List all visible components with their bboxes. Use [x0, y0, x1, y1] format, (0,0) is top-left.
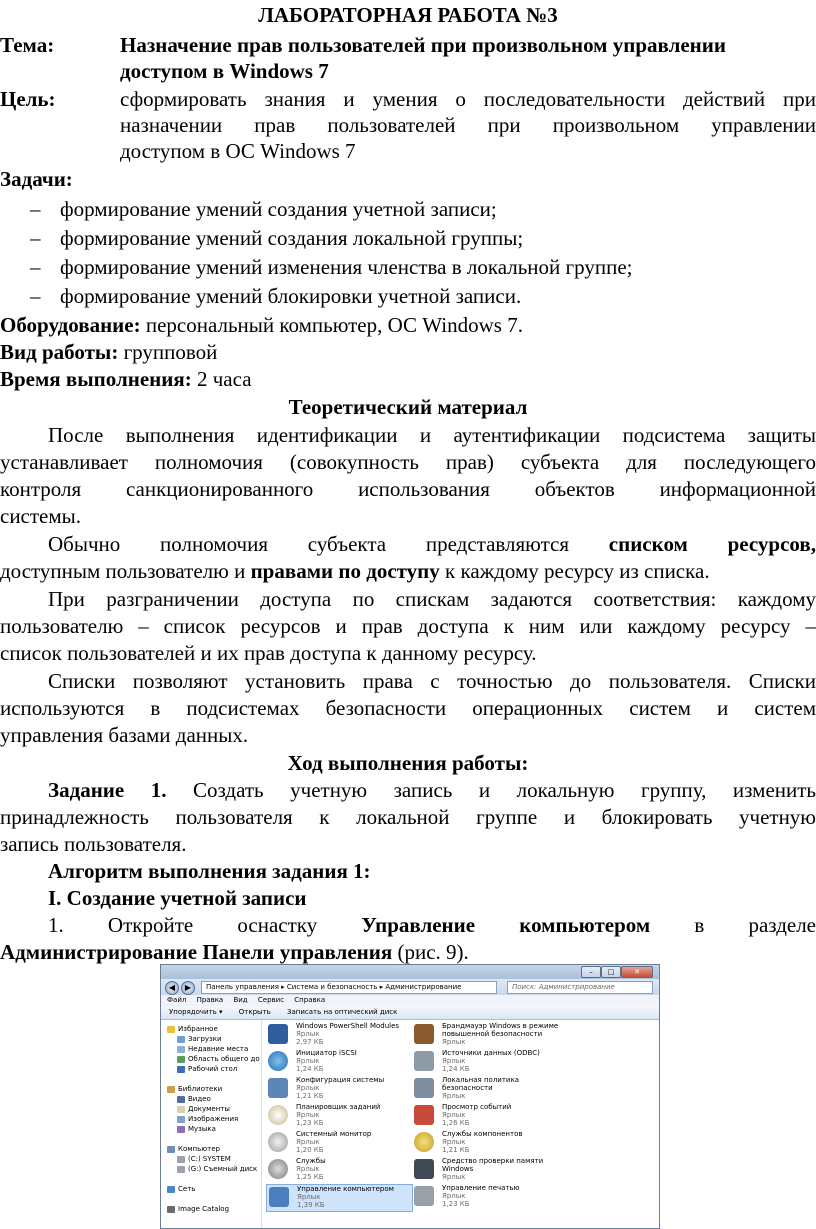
nav-pictures[interactable]: [177, 1114, 238, 1124]
nav-drive-c[interactable]: [177, 1154, 231, 1164]
task-item-text: формирование умений блокировки учетной записи.: [60, 284, 522, 308]
list-item[interactable]: [266, 1076, 411, 1102]
video-icon: [177, 1096, 185, 1103]
theory-p3-line: При разграничении доступа по спискам задаются соответствия: каждому: [48, 587, 816, 611]
database-icon: [414, 1051, 434, 1071]
worktype-value: групповой: [118, 340, 218, 364]
music-icon: [177, 1126, 185, 1133]
nav-downloads[interactable]: [177, 1034, 222, 1044]
item-name: Источники данных (ODBC): [442, 1049, 540, 1057]
theory-p1-line: системы.: [0, 504, 82, 528]
duration-row: [0, 366, 816, 392]
equipment-row: [0, 312, 816, 338]
dash-bullet: –: [30, 226, 41, 250]
dash-bullet: –: [30, 284, 41, 308]
event-viewer-icon: [414, 1105, 434, 1125]
item-name: Конфигурация системы: [296, 1076, 385, 1084]
step-text: (рис. 9).: [392, 940, 469, 964]
desktop-icon: [177, 1066, 185, 1073]
procedure-heading: Ход выполнения работы:: [287, 751, 529, 775]
figure-screenshot: [160, 964, 660, 1229]
nav-label: Область общего до: [188, 1055, 260, 1063]
item-name: Планировщик заданий: [296, 1103, 381, 1111]
section-heading: I. Создание учетной записи: [48, 886, 307, 910]
close-icon[interactable]: ✕: [621, 966, 653, 978]
p2-text: Обычно полномочия субъекта представляются: [48, 532, 609, 556]
dash-bullet: –: [30, 197, 41, 221]
list-item[interactable]: [266, 1157, 411, 1183]
search-input[interactable]: Поиск: Администрирование: [507, 981, 653, 994]
nav-label: Недавние места: [188, 1045, 249, 1053]
computer-management-icon: [269, 1187, 289, 1207]
list-item-selected[interactable]: [266, 1184, 413, 1212]
item-type: Ярлык: [297, 1193, 321, 1201]
file-list: [262, 1020, 659, 1228]
step-bold: Управление компьютером: [361, 913, 651, 937]
step-line: [0, 912, 816, 938]
address-bar-row: [161, 979, 659, 995]
nav-label: Загрузки: [188, 1035, 222, 1043]
address-input[interactable]: Панель управления ▸ Система и безопасность ▸ Администрирование: [201, 981, 497, 994]
theory-p1-line: контроля санкционированного использования объектов информационной: [0, 477, 816, 501]
theory-p4-line: Списки позволяют установить права с точностью до пользователя. Списки: [48, 669, 816, 693]
list-item[interactable]: [412, 1049, 557, 1075]
duration-value: 2 часа: [191, 367, 252, 391]
item-type: Ярлык: [442, 1138, 466, 1146]
goal-line3: доступом в ОС Windows 7: [120, 139, 356, 163]
nav-network[interactable]: [167, 1184, 195, 1194]
goal-label: Цель:: [0, 87, 56, 111]
item-type: Ярлык: [442, 1092, 466, 1100]
menu-tools[interactable]: Сервис: [257, 996, 285, 1004]
minimize-icon[interactable]: –: [581, 966, 601, 978]
clock-icon: [268, 1105, 288, 1125]
item-type: Ярлык: [296, 1030, 320, 1038]
item-name: Службы компонентов: [442, 1130, 523, 1138]
item-size: 1,25 КБ: [296, 1173, 324, 1181]
nav-label: Рабочий стол: [188, 1065, 238, 1073]
item-type: Ярлык: [296, 1057, 320, 1065]
theory-p1-line: устанавливает полномочия (совокупность прав) субъекта для последующего: [0, 450, 816, 474]
doc-title: ЛАБОРАТОРНАЯ РАБОТА №3: [258, 3, 558, 27]
list-item[interactable]: [266, 1022, 411, 1048]
system-config-icon: [268, 1078, 288, 1098]
nav-shared[interactable]: [177, 1054, 260, 1064]
item-type: Ярлык: [442, 1111, 466, 1119]
item-size: 1,39 КБ: [297, 1201, 325, 1209]
command-toolbar: [161, 1006, 659, 1020]
nav-computer[interactable]: [167, 1144, 220, 1154]
item-name: Средство проверки памяти Windows: [442, 1157, 544, 1173]
item-size: 1,21 КБ: [442, 1146, 470, 1154]
step-text: в разделе: [650, 913, 816, 937]
nav-label: Изображения: [188, 1115, 239, 1123]
list-item[interactable]: [412, 1076, 557, 1102]
navigation-pane: [161, 1020, 262, 1228]
p2-text: доступным пользователю и: [0, 559, 251, 583]
task1-text: Создать учетную запись и локальную группу, изменить: [166, 778, 816, 802]
nav-label: Документы: [188, 1105, 230, 1113]
list-item[interactable]: [412, 1103, 557, 1129]
item-size: 1,24 КБ: [442, 1065, 470, 1073]
worktype-label: Вид работы:: [0, 340, 119, 364]
organize-button[interactable]: Упорядочить ▾: [169, 1008, 223, 1016]
theory-p2-line: [0, 558, 816, 584]
nav-documents[interactable]: [177, 1104, 230, 1114]
item-type: Ярлык: [442, 1173, 466, 1181]
worktype-row: [0, 339, 816, 365]
tasks-label: Задачи:: [0, 167, 73, 191]
item-type: Ярлык: [442, 1192, 466, 1200]
task1-line: принадлежность пользователя к локальной группе и блокировать учетную: [0, 805, 816, 829]
list-item[interactable]: [412, 1022, 557, 1048]
nav-video[interactable]: [177, 1094, 211, 1104]
printer-icon: [414, 1186, 434, 1206]
item-type: Ярлык: [442, 1057, 466, 1065]
window-titlebar: [161, 965, 659, 979]
list-item[interactable]: [412, 1130, 557, 1156]
nav-label: Музыка: [188, 1125, 216, 1133]
theory-p3-line: пользователю – список ресурсов и прав доступа к ним или каждому ресурсу –: [0, 614, 816, 638]
step-text: Откройте оснастку: [63, 913, 362, 937]
p2-bold: правами по доступу: [250, 559, 440, 583]
network-icon: [167, 1186, 175, 1193]
item-name: Локальная политика безопасности: [442, 1076, 519, 1092]
security-policy-icon: [414, 1078, 434, 1098]
list-item[interactable]: [412, 1157, 557, 1183]
item-name: Системный монитор: [296, 1130, 372, 1138]
list-item[interactable]: [412, 1184, 557, 1210]
folder-icon: [177, 1056, 185, 1063]
task1-line: запись пользователя.: [0, 832, 187, 856]
catalog-icon: [167, 1206, 175, 1213]
step-number: 1.: [48, 913, 64, 937]
item-name: Windows PowerShell Modules: [296, 1022, 400, 1030]
duration-label: Время выполнения:: [0, 367, 192, 391]
step-line: [0, 939, 816, 965]
nav-label: Сеть: [178, 1185, 196, 1193]
item-size: 1,23 КБ: [442, 1200, 470, 1208]
usb-drive-icon: [177, 1166, 185, 1173]
nav-label: (C:) SYSTEM: [188, 1155, 231, 1163]
nav-drive-g[interactable]: [177, 1164, 257, 1174]
item-name: Управление компьютером: [297, 1185, 394, 1193]
component-services-icon: [414, 1132, 434, 1152]
memory-chip-icon: [414, 1159, 434, 1179]
powershell-icon: [268, 1024, 288, 1044]
globe-icon: [268, 1051, 288, 1071]
nav-label: Избранное: [178, 1025, 218, 1033]
algorithm-heading: Алгоритм выполнения задания 1:: [48, 859, 371, 883]
nav-label: Image Catalog: [178, 1205, 230, 1213]
theory-p1-line: После выполнения идентификации и аутентификации подсистема защиты: [48, 423, 816, 447]
drive-icon: [177, 1156, 185, 1163]
item-type: Ярлык: [296, 1138, 320, 1146]
p2-bold: списком ресурсов,: [608, 532, 816, 556]
item-size: 2,97 КБ: [296, 1038, 324, 1046]
item-name: Управление печатью: [442, 1184, 520, 1192]
folder-icon: [177, 1046, 185, 1053]
star-icon: [167, 1026, 175, 1033]
library-icon: [167, 1086, 175, 1093]
image-icon: [177, 1116, 185, 1123]
item-name: Службы: [296, 1157, 326, 1165]
back-icon[interactable]: ◀: [165, 981, 179, 995]
open-button[interactable]: Открыть: [238, 1008, 271, 1016]
nav-label: Видео: [188, 1095, 211, 1103]
topic-label: Тема:: [0, 33, 55, 57]
burn-button[interactable]: Записать на оптический диск: [287, 1008, 398, 1016]
topic-line1: Назначение прав пользователей при произвольном управлении: [120, 33, 726, 57]
folder-icon: [177, 1036, 185, 1043]
menu-bar: [161, 995, 659, 1006]
theory-p2-line: [0, 531, 816, 557]
maximize-icon[interactable]: □: [601, 966, 621, 978]
item-size: 1,20 КБ: [296, 1146, 324, 1154]
menu-view[interactable]: Вид: [233, 996, 248, 1004]
topic-line2: доступом в Windows 7: [120, 59, 329, 83]
equipment-label: Оборудование:: [0, 313, 141, 337]
nav-recent[interactable]: [177, 1044, 248, 1054]
task1-line: [0, 777, 816, 803]
task-item-text: формирование умений создания локальной группы;: [60, 226, 524, 250]
item-size: 1,21 КБ: [296, 1092, 324, 1100]
list-item[interactable]: [266, 1130, 411, 1156]
step-bold: Администрирование Панели управления: [0, 940, 393, 964]
equipment-value: персональный компьютер, ОС Windows 7.: [140, 313, 523, 337]
p2-text: к каждому ресурсу из списка.: [439, 559, 710, 583]
item-name: Инициатор iSCSI: [296, 1049, 357, 1057]
nav-label: (G:) Съемный диск: [188, 1165, 258, 1173]
firewall-icon: [414, 1024, 434, 1044]
theory-p3-line: список пользователей и их прав доступа к данному ресурсу.: [0, 641, 537, 665]
theory-heading: Теоретический материал: [288, 395, 528, 419]
task1-label: Задание 1.: [48, 778, 167, 802]
forward-icon[interactable]: ▶: [181, 981, 195, 995]
nav-favorites[interactable]: [167, 1024, 218, 1034]
menu-help[interactable]: Справка: [294, 996, 326, 1004]
list-item[interactable]: [266, 1103, 411, 1129]
theory-p4-line: используются в подсистемах безопасности операционных систем и систем: [0, 696, 816, 720]
item-size: 1,23 КБ: [296, 1119, 324, 1127]
goal-line1: сформировать знания и умения о последовательности действий при: [120, 87, 816, 111]
item-type: Ярлык: [296, 1084, 320, 1092]
item-type: Ярлык: [442, 1038, 466, 1046]
computer-icon: [167, 1146, 175, 1153]
nav-image-catalog[interactable]: [167, 1204, 229, 1214]
menu-file[interactable]: Файл: [167, 996, 187, 1004]
item-size: 1,26 КБ: [442, 1119, 470, 1127]
gauge-icon: [268, 1132, 288, 1152]
document-icon: [177, 1106, 185, 1113]
nav-label: Компьютер: [178, 1145, 220, 1153]
nav-music[interactable]: [177, 1124, 216, 1134]
nav-label: Библиотеки: [178, 1085, 223, 1093]
nav-libraries[interactable]: [167, 1084, 222, 1094]
item-name: Просмотр событий: [442, 1103, 512, 1111]
item-type: Ярлык: [296, 1165, 320, 1173]
task-item-text: формирование умений изменения членства в локальной группе;: [60, 255, 633, 279]
theory-p4-line: управления базами данных.: [0, 723, 249, 747]
nav-desktop[interactable]: [177, 1064, 237, 1074]
item-size: 1,24 КБ: [296, 1065, 324, 1073]
list-item[interactable]: [266, 1049, 411, 1075]
goal-line2: назначении прав пользователей при произвольном управлении: [120, 113, 816, 137]
task-item-text: формирование умений создания учетной записи;: [60, 197, 497, 221]
menu-edit[interactable]: Правка: [196, 996, 224, 1004]
item-name: Брандмауэр Windows в режиме повышенной безопасности: [442, 1022, 559, 1038]
gear-icon: [268, 1159, 288, 1179]
item-type: Ярлык: [296, 1111, 320, 1119]
dash-bullet: –: [30, 255, 41, 279]
